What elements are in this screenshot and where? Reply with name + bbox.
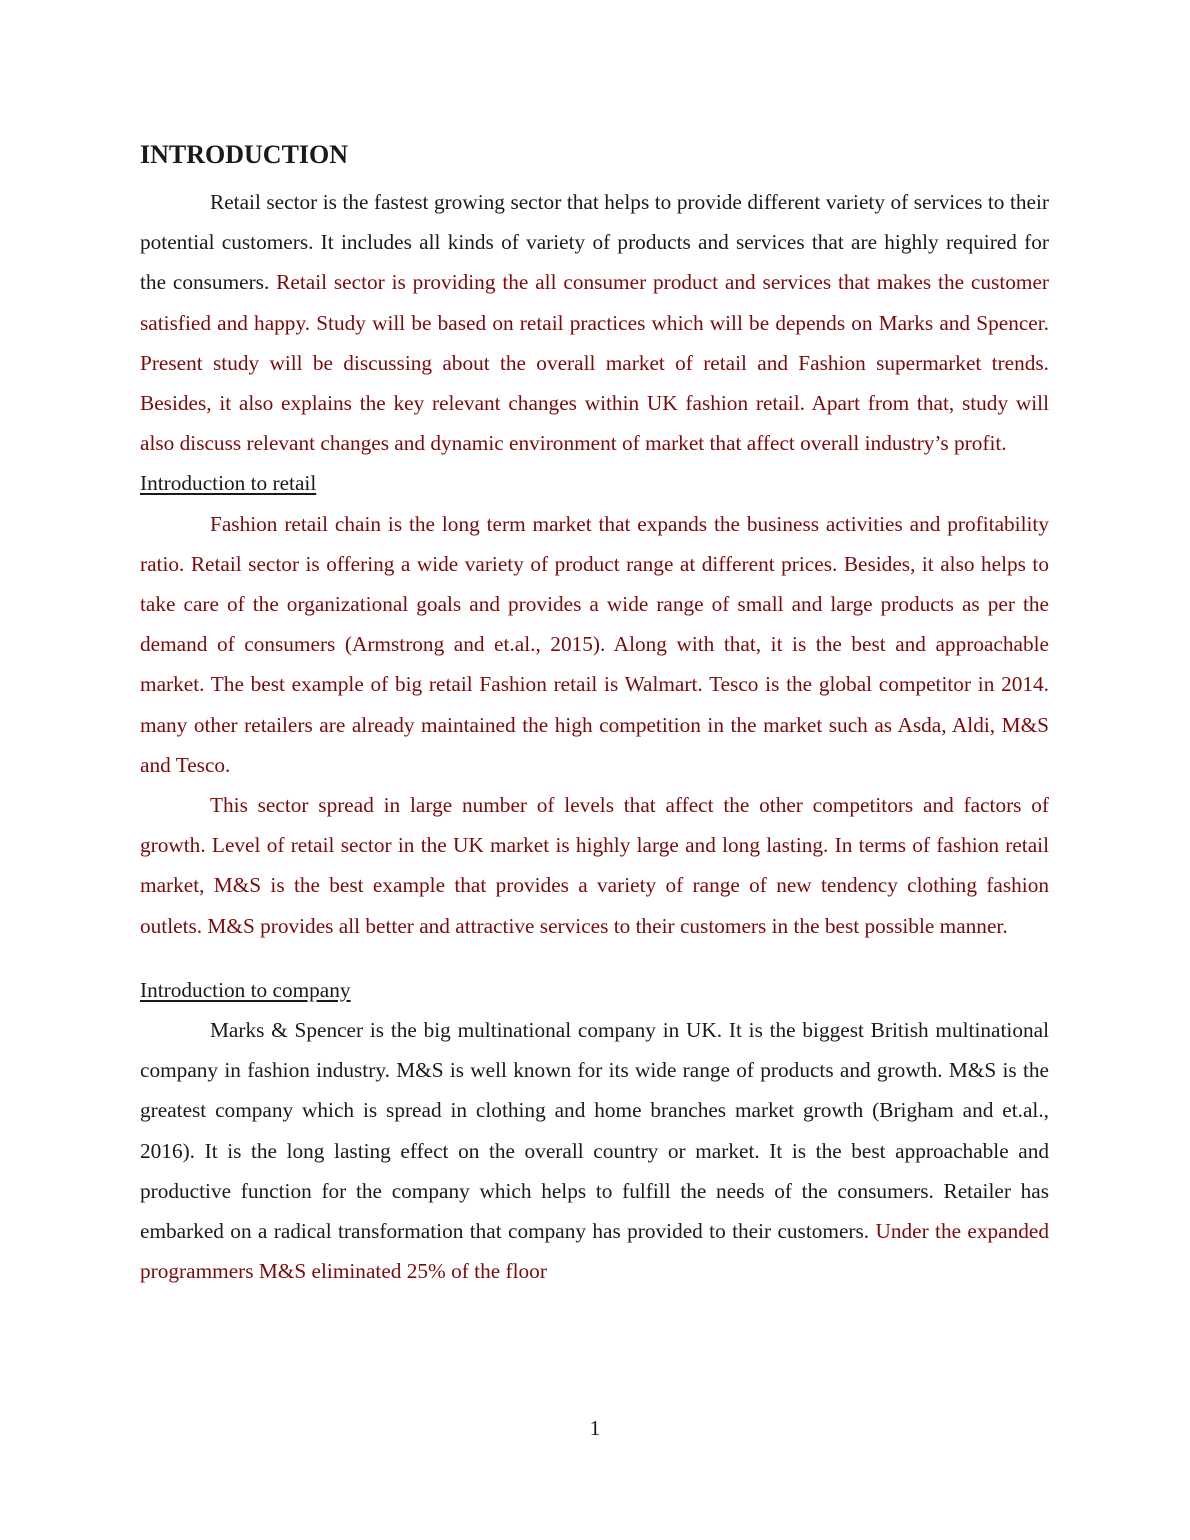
retail-paragraph-2: This sector spread in large number of levels that affect the other competitors and factors of growth. Level of retail sector in the UK market is highly large and long lasting. In terms of fashion retail market, M&S is the best example that provides a variety of range of new tendency clothing fashion outlets. M&S provides all better and attractive services to their customers in the best possible manner.	[140, 793, 1049, 938]
page-number: 1	[589, 1416, 601, 1440]
company-paragraph	[140, 1010, 1049, 1291]
company-text-red: Under the expanded programmers M&S eliminated 25% of the floor	[140, 1219, 1049, 1284]
intro-text-red: Retail sector is providing the all consumer product and services that makes the customer satisfied and happy. Study will be based on retail practices which will be depends on Marks and Spencer. Present study will be discussing about the overall market of retail and Fashion supermarket trends. Besides, it also explains the key relevant changes within UK fashion retail. Apart from that, study will also discuss relevant changes and dynamic environment of market that affect overall industry’s profit.	[140, 270, 1050, 456]
page-heading: INTRODUCTION	[140, 140, 349, 169]
company-text-black: Marks & Spencer is the big multinational company in UK. It is the biggest British multinational company in fashion industry. M&S is well known for its wide range of products and growth. M&S is the greatest company which is spread in clothing and home branches market growth (Brigham and et.al., 2016). It is the long lasting effect on the overall country or market. It is the best approachable and productive function for the company which helps to fulfill the needs of the consumers. Retailer has embarked on a radical transformation that company has provided to their customers.	[140, 1018, 1049, 1244]
intro-text-black: Retail sector is the fastest growing sector that helps to provide different variety of services to their potential customers. It includes all kinds of variety of products and services that are highly required for the consumers.	[140, 190, 1049, 295]
section-spacer	[140, 946, 1049, 970]
company-section-title: Introduction to company	[140, 977, 351, 1002]
document-page	[140, 138, 1049, 1291]
intro-paragraph	[140, 182, 1049, 463]
retail-section-title: Introduction to retail	[140, 471, 317, 496]
retail-paragraph-1: Fashion retail chain is the long term market that expands the business activities and profitability ratio. Retail sector is offering a wide variety of product range at different prices. Besides, it also helps to take care of the organizational goals and provides a wide range of small and large products as per the demand of consumers (Armstrong and et.al., 2015). Along with that, it is the best and approachable market. The best example of big retail Fashion retail is Walmart. Tesco is the global competitor in 2014. many other retailers are already maintained the high competition in the market such as Asda, Aldi, M&S and Tesco.	[140, 511, 1049, 777]
